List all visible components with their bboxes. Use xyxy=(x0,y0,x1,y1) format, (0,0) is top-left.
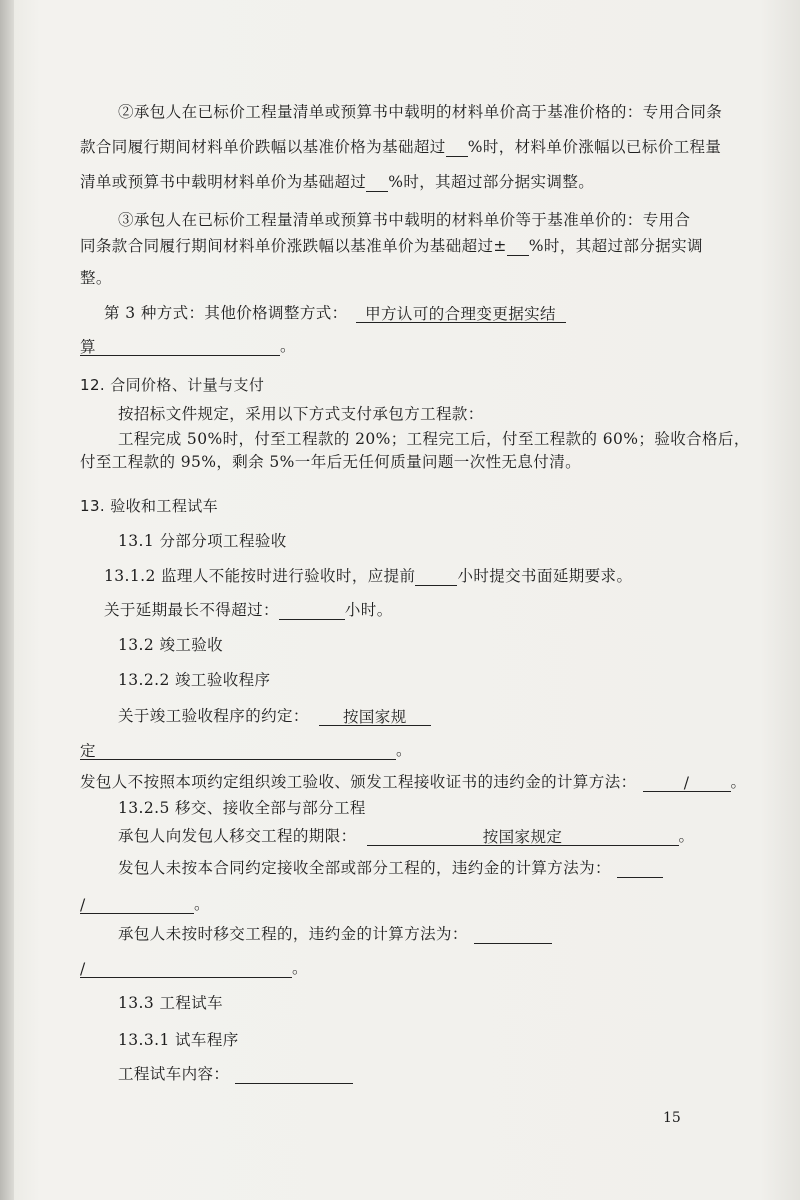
handover-period-line: 承包人向发包人移交工程的期限： 按国家规定 。 xyxy=(118,827,695,846)
acceptance-procedure-line: 关于竣工验收程序的约定： 按国家规 xyxy=(118,706,431,726)
max-delay-line: 关于延期最长不得超过： 小时。 xyxy=(104,601,393,619)
blank-field xyxy=(617,859,663,878)
acceptance-procedure-value-cont: 定 xyxy=(80,741,396,760)
penalty-2-line-2: / 。 xyxy=(80,895,210,914)
section-13-2-5-heading: 13.2.5 移交、接收全部与部分工程 xyxy=(118,799,366,817)
section-13-1-heading: 13.1 分部分项工程验收 xyxy=(118,532,287,550)
method-3-value: 甲方认可的合理变更据实结 xyxy=(356,304,566,323)
trial-content-field xyxy=(235,1065,353,1084)
section-12-line-1: 按招标文件规定，采用以下方式支付承包方工程款： xyxy=(118,405,484,423)
binding-shadow xyxy=(0,0,14,1200)
clause-3-line-1: ③承包人在已标价工程量清单或预算书中载明的材料单价等于基准单价的：专用合 xyxy=(118,211,691,229)
method-3-line-2: 算 。 xyxy=(80,337,296,356)
clause-3-line-2: 同条款合同履行期间材料单价涨跌幅以基准单价为基础超过± %时，其超过部分据实调 xyxy=(80,237,703,255)
section-12-title: 12. 合同价格、计量与支付 xyxy=(80,376,265,394)
penalty-3-line-2: / 。 xyxy=(80,959,308,978)
notice-hours-field xyxy=(415,567,457,586)
penalty-2-line: 发包人未按本合同约定接收全部或部分工程的，违约金的计算方法为： xyxy=(118,858,663,878)
section-13-2-heading: 13.2 竣工验收 xyxy=(118,636,224,654)
trial-content-line: 工程试车内容： xyxy=(118,1064,353,1084)
section-13-2-2-heading: 13.2.2 竣工验收程序 xyxy=(118,671,271,689)
penalty-3-value: / xyxy=(80,959,292,978)
max-delay-field xyxy=(279,601,345,620)
method-3-value-cont: 算 xyxy=(80,337,280,356)
acceptance-procedure-value: 按国家规 xyxy=(319,707,431,726)
blank-field xyxy=(474,925,552,944)
page-number: 15 xyxy=(663,1110,681,1126)
clause-2-line-1: ②承包人在已标价工程量清单或预算书中载明的材料单价高于基准价格的：专用合同条 xyxy=(118,103,723,121)
section-12-line-3: 付至工程款的 95%，剩余 5%一年后无任何质量问题一次性无息付清。 xyxy=(80,453,581,471)
blank-field xyxy=(507,237,529,256)
blank-field xyxy=(366,173,388,192)
clause-3-line-3: 整。 xyxy=(80,269,112,287)
method-3-line: 第 3 种方式：其他价格调整方式： 甲方认可的合理变更据实结 xyxy=(104,303,566,323)
penalty-1-value: / xyxy=(643,773,731,792)
section-13-3-1-heading: 13.3.1 试车程序 xyxy=(118,1031,239,1049)
blank-field xyxy=(446,138,468,157)
acceptance-procedure-line-2: 定 。 xyxy=(80,741,412,760)
section-13-3-heading: 13.3 工程试车 xyxy=(118,994,224,1012)
handover-period-value: 按国家规定 xyxy=(367,827,679,846)
section-12-line-2: 工程完成 50%时，付至工程款的 20%；工程完工后，付至工程款的 60%；验收合格后， xyxy=(118,430,750,448)
section-13-title: 13. 验收和工程试车 xyxy=(80,497,219,515)
clause-2-line-2: 款合同履行期间材料单价跌幅以基准价格为基础超过 %时，材料单价涨幅以已标价工程量 xyxy=(80,138,722,156)
penalty-3-line: 承包人未按时移交工程的，违约金的计算方法为： xyxy=(118,924,552,944)
penalty-1-line: 发包人不按照本项约定组织竣工验收、颁发工程接收证书的违约金的计算方法： / 。 xyxy=(80,773,747,792)
section-13-1-2-line: 13.1.2 监理人不能按时进行验收时，应提前 小时提交书面延期要求。 xyxy=(104,567,633,585)
penalty-2-value: / xyxy=(80,895,194,914)
clause-2-line-3: 清单或预算书中载明材料单价为基础超过 %时，其超过部分据实调整。 xyxy=(80,173,595,191)
